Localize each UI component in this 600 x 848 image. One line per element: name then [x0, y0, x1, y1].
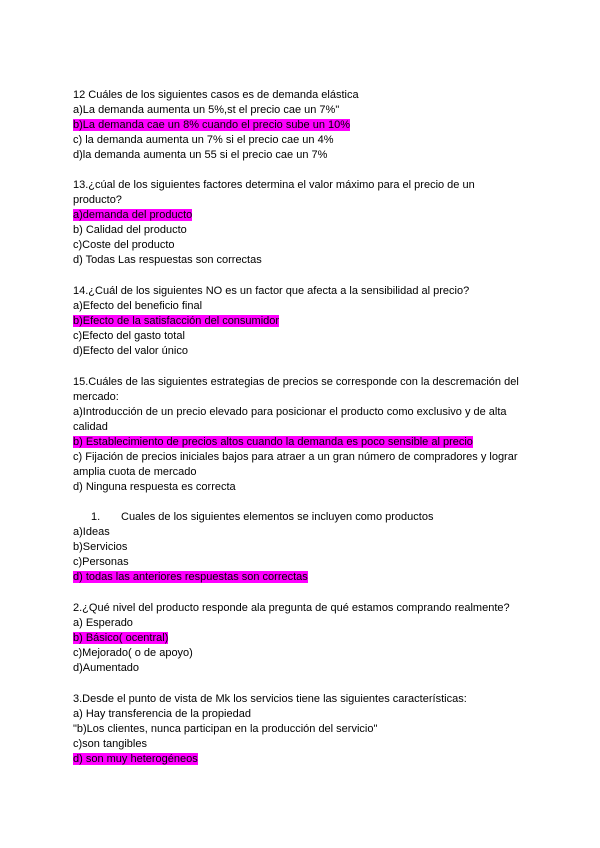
option-b: b) Calidad del producto — [73, 224, 187, 236]
option-c: c)Coste del producto — [73, 239, 175, 251]
option-c-line-2: amplia cuota de mercado — [73, 466, 197, 478]
answer-highlight: b) Establecimiento de precios altos cuando la demanda es poco sensible al precio — [73, 436, 473, 448]
option-a: a) Hay transferencia de la propiedad — [73, 708, 251, 720]
question-14 — [73, 284, 533, 359]
option-c: c)son tangibles — [73, 738, 147, 750]
option-d: d)Efecto del valor único — [73, 345, 188, 357]
question-3 — [73, 692, 533, 767]
answer-highlight: a)demanda del producto — [73, 209, 193, 221]
question-title: 12 Cuáles de los siguientes casos es de demanda elástica — [73, 89, 359, 101]
option-c: c) la demanda aumenta un 7% si el precio cae un 4% — [73, 134, 334, 146]
option-b — [73, 631, 533, 646]
question-15 — [73, 375, 533, 495]
answer-highlight: d) todas las anteriores respuestas son correctas — [73, 571, 308, 583]
question-title-line-2: producto? — [73, 194, 122, 206]
question-2 — [73, 601, 533, 676]
option-d — [73, 752, 533, 767]
question-title: 1. Cuales de los siguientes elementos se incluyen como productos — [91, 511, 434, 523]
option-d: d)Aumentado — [73, 662, 140, 674]
question-12 — [73, 88, 533, 163]
option-a — [73, 208, 533, 223]
question-title: 14.¿Cuál de los siguientes NO es un factor que afecta a la sensibilidad al precio? — [73, 285, 470, 297]
option-d — [73, 570, 533, 585]
option-a: a) Esperado — [73, 617, 133, 629]
option-a-line-2: calidad — [73, 421, 108, 433]
question-title-line-1: 13.¿cúal de los siguientes factores determina el valor máximo para el precio de un — [73, 179, 475, 191]
option-c: c)Personas — [73, 556, 129, 568]
answer-highlight: b)Efecto de la satisfacción del consumidor — [73, 315, 280, 327]
option-a: a)Ideas — [73, 526, 110, 538]
option-b: "b)Los clientes, nunca participan en la producción del servicio" — [73, 723, 378, 735]
option-a: a)La demanda aumenta un 5%,st el precio cae un 7%" — [73, 104, 340, 116]
question-title: 3.Desde el punto de vista de Mk los servicios tiene las siguientes características: — [73, 693, 467, 705]
option-a: a)Efecto del beneficio final — [73, 300, 203, 312]
option-c: c)Efecto del gasto total — [73, 330, 185, 342]
option-d: d) Todas Las respuestas son correctas — [73, 254, 262, 266]
answer-highlight: d) son muy heterogéneos — [73, 753, 198, 765]
option-a-line-1: a)Introducción de un precio elevado para posicionar el producto como exclusivo y de alta — [73, 406, 507, 418]
question-1 — [73, 510, 533, 585]
question-title-line-1: 15.Cuáles de las siguientes estrategias de precios se corresponde con la descremación del — [73, 376, 519, 388]
option-c: c)Mejorado( o de apoyo) — [73, 647, 193, 659]
option-b — [73, 118, 533, 133]
option-d: d) Ninguna respuesta es correcta — [73, 481, 236, 493]
option-c-line-1: c) Fijación de precios iniciales bajos para atraer a un gran número de compradores y lograr — [73, 451, 518, 463]
answer-highlight: b) Básico( ocentral) — [73, 632, 169, 644]
answer-highlight: b)La demanda cae un 8% cuando el precio sube un 10% — [73, 119, 351, 131]
question-title: 2.¿Qué nivel del producto responde ala pregunta de qué estamos comprando realmente? — [73, 602, 510, 614]
option-d: d)la demanda aumenta un 55 si el precio cae un 7% — [73, 149, 328, 161]
question-13 — [73, 178, 533, 268]
list-number: 1. — [91, 511, 101, 523]
option-b — [73, 435, 533, 450]
option-b — [73, 314, 533, 329]
option-b: b)Servicios — [73, 541, 128, 553]
question-title-line-2: mercado: — [73, 391, 119, 403]
